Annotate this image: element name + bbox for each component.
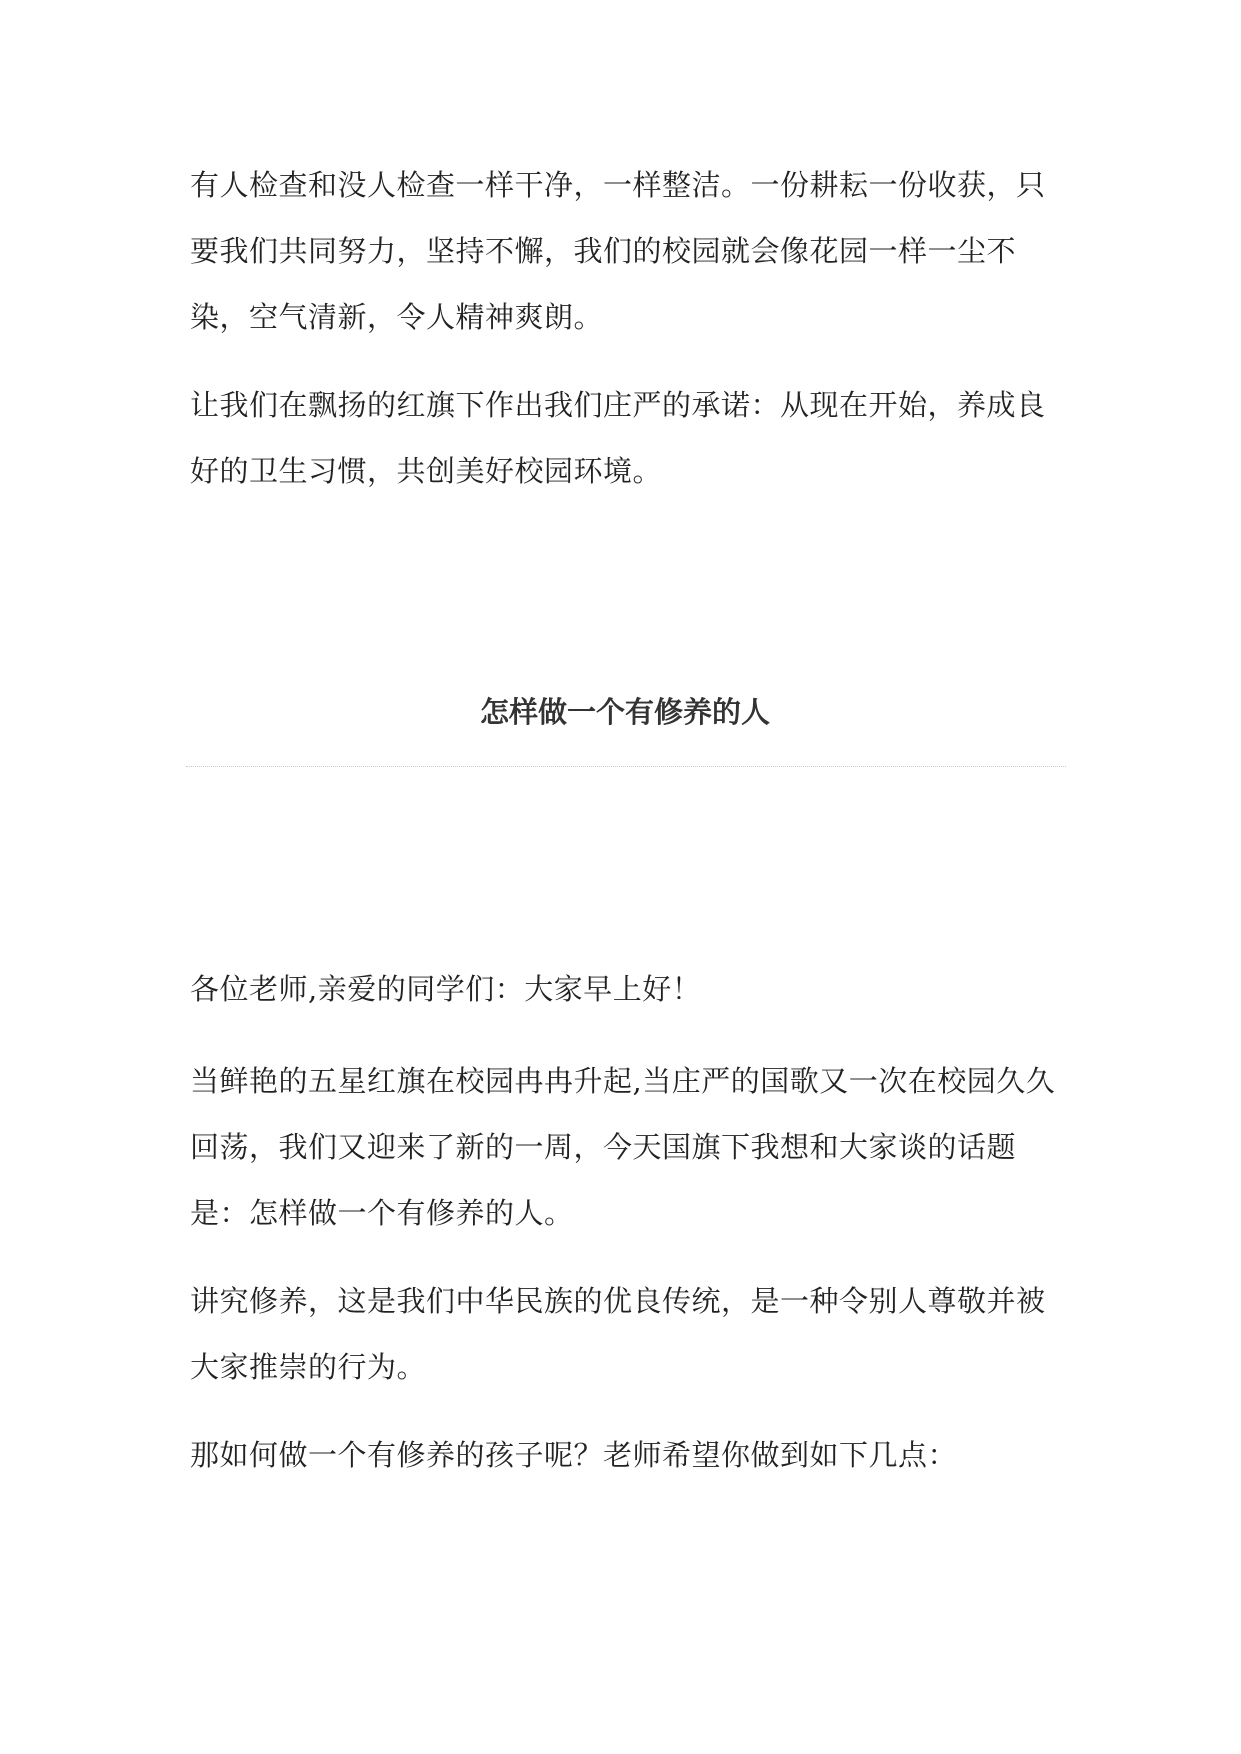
- greeting-paragraph: 各位老师,亲爱的同学们：大家早上好！: [190, 972, 702, 1006]
- body-paragraph: 那如何做一个有修养的孩子呢？老师希望你做到如下几点：: [190, 1438, 958, 1472]
- body-paragraph: 讲究修养，这是我们中华民族的优良传统，是一种令别人尊敬并被大家推崇的行为。: [190, 1284, 1046, 1384]
- body-paragraph: 有人检查和没人检查一样干净，一样整洁。一份耕耘一份收获，只要我们共同努力，坚持不懈，我们的校园就会像花园一样一尘不染，空气清新，令人精神爽朗。: [190, 168, 1046, 334]
- body-paragraph: 当鲜艳的五星红旗在校园冉冉升起,当庄严的国歌又一次在校园久久回荡，我们又迎来了新的一周，今天国旗下我想和大家谈的话题是：怎样做一个有修养的人。: [190, 1064, 1056, 1230]
- body-paragraph: 让我们在飘扬的红旗下作出我们庄严的承诺：从现在开始，养成良好的卫生习惯，共创美好校园环境。: [190, 388, 1046, 488]
- article-title: 怎样做一个有修养的人: [479, 695, 770, 729]
- title-divider: [186, 766, 1066, 767]
